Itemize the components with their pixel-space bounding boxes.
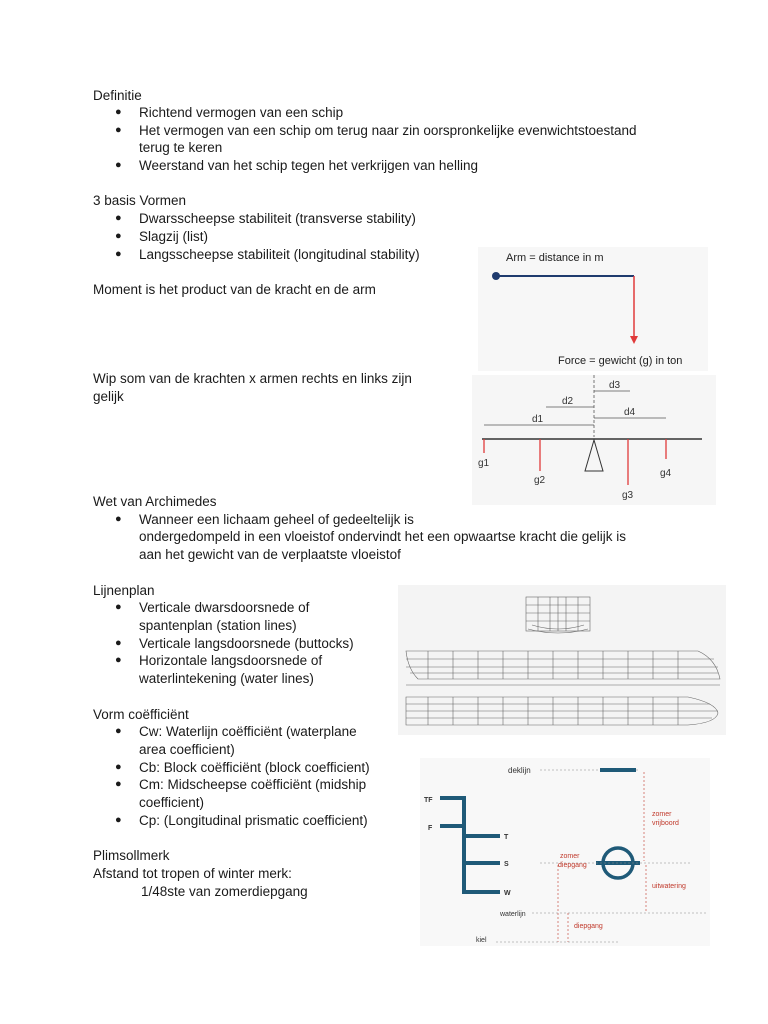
wip-text-line1: Wip som van de krachten x armen rechts en links zijn bbox=[93, 371, 412, 386]
d3-label: d3 bbox=[609, 380, 621, 391]
t-mark bbox=[462, 834, 500, 838]
zomer-diepgang-label-2: diepgang bbox=[558, 862, 587, 869]
d1-label: d1 bbox=[532, 414, 544, 425]
w-mark bbox=[462, 890, 500, 894]
diepgang-label: diepgang bbox=[574, 923, 603, 930]
deck-mark bbox=[600, 768, 636, 772]
figure-background bbox=[478, 247, 708, 371]
waterlijn-label: waterlijn bbox=[500, 911, 526, 918]
heading-basis-vormen: 3 basis Vormen bbox=[93, 193, 187, 208]
f-mark bbox=[440, 824, 466, 828]
s-label: S bbox=[504, 861, 509, 868]
plimsoll-text-line1: Afstand tot tropen of winter merk: bbox=[93, 866, 292, 881]
zomer-vrijboord-label-2: vrijboord bbox=[652, 820, 679, 827]
w-label: W bbox=[504, 890, 511, 897]
moment-text: Moment is het product van de kracht en de arm bbox=[93, 282, 376, 297]
zomer-vrijboord-label-1: zomer bbox=[652, 811, 672, 818]
g4-label: g4 bbox=[660, 468, 672, 479]
g2-label: g2 bbox=[534, 475, 546, 486]
plimsoll-figure bbox=[420, 758, 710, 946]
moment-figure bbox=[478, 247, 708, 371]
ladder-vertical bbox=[462, 796, 466, 894]
f-label: F bbox=[428, 825, 433, 832]
heading-vorm-coefficient: Vorm coëfficiënt bbox=[93, 707, 189, 722]
uitwatering-label: uitwatering bbox=[652, 883, 686, 890]
heading-plimsollmerk: Plimsollmerk bbox=[93, 848, 170, 863]
plimsoll-text-line2: 1/48ste van zomerdiepgang bbox=[141, 884, 308, 899]
lines-plan-figure bbox=[398, 585, 726, 735]
g3-label: g3 bbox=[622, 490, 634, 501]
heading-lijnenplan: Lijnenplan bbox=[93, 583, 155, 598]
heading-definitie: Definitie bbox=[93, 88, 142, 103]
figure-background bbox=[398, 585, 726, 735]
arm-label: Arm = distance in m bbox=[506, 252, 604, 264]
force-label: Force = gewicht (g) in ton bbox=[558, 355, 683, 367]
heading-archimedes: Wet van Archimedes bbox=[93, 494, 217, 509]
zomer-diepgang-label-1: zomer bbox=[560, 853, 580, 860]
tf-mark bbox=[440, 796, 466, 800]
d4-label: d4 bbox=[624, 407, 636, 418]
wip-text-line2: gelijk bbox=[93, 389, 124, 404]
g1-label: g1 bbox=[478, 458, 490, 469]
s-mark bbox=[462, 861, 500, 865]
t-label: T bbox=[504, 834, 509, 841]
deklijn-label: deklijn bbox=[508, 766, 531, 775]
kiel-label: kiel bbox=[476, 937, 487, 944]
wip-figure bbox=[472, 375, 716, 505]
tf-label: TF bbox=[424, 797, 433, 804]
d2-label: d2 bbox=[562, 396, 574, 407]
